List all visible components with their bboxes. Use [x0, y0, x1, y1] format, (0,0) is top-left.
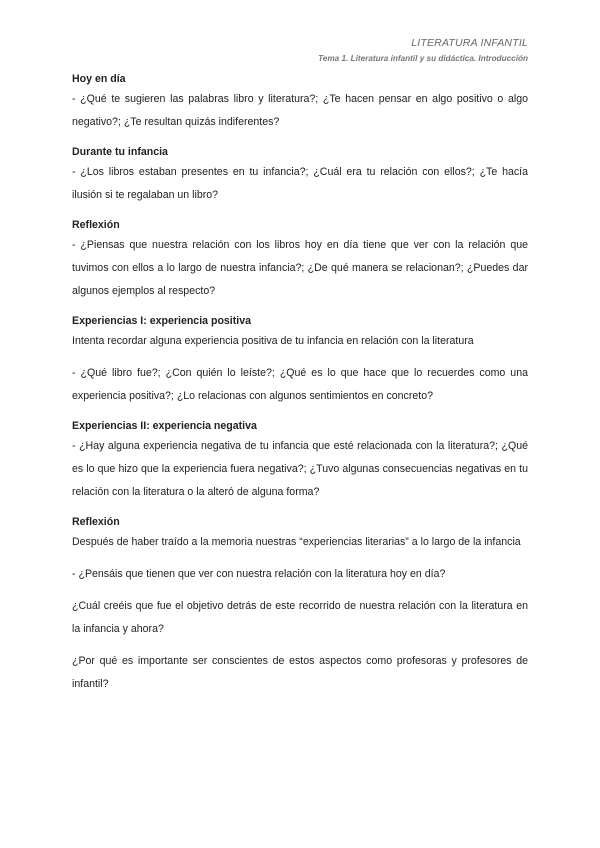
- section-reflexion-1: [72, 217, 528, 303]
- header-subtitle: Tema 1. Literatura infantil y su didáctica. Introducción: [318, 54, 528, 63]
- section-experiencia-positiva: [72, 313, 528, 408]
- section-heading: Experiencias II: experiencia negativa: [72, 420, 257, 432]
- section-text: - ¿Hay alguna experiencia negativa de tu infancia que esté relacionada con la literatura?; ¿Qué es lo que hizo que la experiencia fuera negativa?; ¿Tuvo algunas consecuencias negativas en tu relación con la literatura o la alteró de alguna forma?: [72, 440, 528, 498]
- section-hoy: [72, 71, 528, 134]
- document-body: [72, 71, 528, 706]
- section-reflexion-2: [72, 514, 528, 696]
- section-text: - ¿Los libros estaban presentes en tu infancia?; ¿Cuál era tu relación con ellos?; ¿Te hacía ilusión si te regalaban un libro?: [72, 166, 528, 201]
- section-text: - ¿Piensas que nuestra relación con los libros hoy en día tiene que ver con la relación que tuvimos con ellos a lo largo de nuestra infancia?; ¿De qué manera se relacionan?; ¿Puedes dar algunos ejemplos al respecto?: [72, 239, 528, 297]
- page-header: [318, 37, 528, 64]
- section-intro: Intenta recordar alguna experiencia positiva de tu infancia en relación con la literatura: [72, 335, 474, 347]
- section-paragraph: ¿Cuál creéis que fue el objetivo detrás de este recorrido de nuestra relación con la literatura en la infancia y ahora?: [72, 600, 528, 635]
- header-title: LITERATURA INFANTIL: [411, 37, 528, 49]
- section-infancia: [72, 144, 528, 207]
- section-paragraph: Después de haber traído a la memoria nuestras “experiencias literarias” a lo largo de la infancia: [72, 536, 521, 548]
- section-text: - ¿Qué libro fue?; ¿Con quién lo leíste?; ¿Qué es lo que hace que lo recuerdes como una experiencia positiva?; ¿Lo relacionas con algunos sentimientos en concreto?: [72, 367, 528, 402]
- section-text: - ¿Qué te sugieren las palabras libro y literatura?; ¿Te hacen pensar en algo positivo o algo negativo?; ¿Te resultan quizás indiferentes?: [72, 93, 528, 128]
- section-experiencia-negativa: [72, 418, 528, 504]
- section-heading: Durante tu infancia: [72, 146, 168, 158]
- section-heading: Experiencias I: experiencia positiva: [72, 315, 252, 327]
- section-heading: Hoy en día: [72, 73, 126, 85]
- section-paragraph: - ¿Pensáis que tienen que ver con nuestra relación con la literatura hoy en día?: [72, 568, 446, 580]
- section-heading: Reflexión: [72, 516, 120, 528]
- section-heading: Reflexión: [72, 219, 120, 231]
- section-paragraph: ¿Por qué es importante ser conscientes de estos aspectos como profesoras y profesores de infantil?: [72, 655, 528, 690]
